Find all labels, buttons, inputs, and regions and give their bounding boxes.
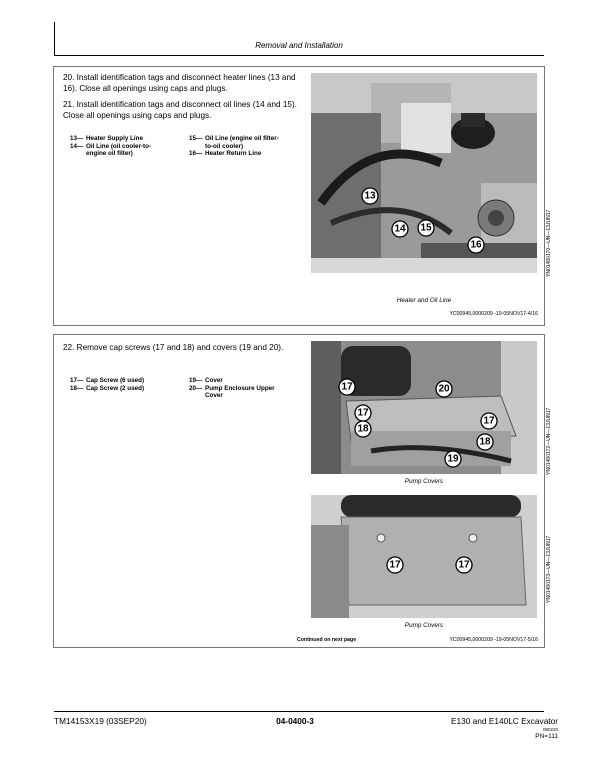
svg-text:17: 17: [357, 407, 369, 419]
svg-text:20: 20: [438, 383, 450, 395]
svg-text:14: 14: [394, 223, 406, 235]
page-section-number: 04-0400-3: [276, 716, 314, 726]
callout-19: [445, 451, 461, 467]
legend-item: 18— Cap Screw (2 used): [70, 384, 145, 392]
callout-18: [355, 421, 371, 437]
legend-item: 16— Heater Return Line: [189, 150, 262, 158]
caption-pump-covers-1: Pump Covers: [404, 478, 444, 485]
svg-text:18: 18: [357, 423, 369, 435]
callout-17: [355, 405, 371, 421]
procedure-box-2: [53, 334, 552, 648]
svg-text:19: 19: [447, 453, 459, 465]
caption-pump-covers-2: Pump Covers: [404, 622, 444, 629]
page-number: PN=111: [535, 733, 558, 740]
manual-code: TM14153X19 (03SEP20): [54, 716, 147, 726]
legend-item: 17— Cap Screw (6 used): [70, 377, 145, 384]
svg-text:17: 17: [341, 381, 353, 393]
callout-18: [477, 434, 493, 450]
image-id-1: YN01480170—UN—13JUN17: [546, 209, 552, 277]
callouts-2a: [311, 341, 537, 474]
step-20: 20. Install identification tags and disconnect heater lines (13 and 16). Close all openings using caps and plugs.: [63, 73, 296, 93]
callout-15: [418, 220, 434, 236]
footer-small-code: 090220: [542, 727, 558, 732]
svg-text:17: 17: [389, 559, 401, 571]
svg-text:13: 13: [364, 190, 376, 202]
callouts-2b: [311, 495, 537, 618]
svg-text:15: 15: [420, 222, 432, 234]
image-id-3: YN01480173—UN—13JUN17: [546, 535, 552, 603]
svg-text:17: 17: [458, 559, 470, 571]
legend-2: [70, 377, 300, 400]
svg-text:16: 16: [470, 239, 482, 251]
legend-item: 14— Oil Line (oil cooler-to-engine oil filter): [70, 142, 152, 158]
legend-item: 19— Cover: [189, 377, 223, 384]
callout-17: [387, 557, 403, 573]
reference-code-1: YC00945,0000209 -19-05NOV17-4/16: [449, 311, 538, 317]
engine-photo: [311, 73, 537, 273]
svg-text:18: 18: [479, 436, 491, 448]
step-22: 22. Remove cap screws (17 and 18) and covers (19 and 20).: [63, 343, 284, 352]
callout-14: [392, 221, 408, 237]
legend-1: [70, 135, 300, 158]
legend-item: 20— Pump Enclosure Upper Cover: [189, 384, 275, 400]
reference-code-2: YC00945,0000209 -19-05NOV17-5/16: [449, 637, 538, 643]
legend-item: 15— Oil Line (engine oil filter-to-oil cooler): [189, 135, 279, 150]
procedure-box-1: [53, 66, 552, 326]
callout-16: [468, 237, 484, 253]
step-21: 21. Install identification tags and disconnect oil lines (14 and 15). Close all openings using caps and plugs.: [63, 100, 297, 120]
callouts-1: [311, 73, 537, 273]
callout-17: [481, 413, 497, 429]
caption-heater-oil-line: Heater and Oil Line: [396, 297, 452, 304]
section-title: Removal and Installation: [255, 41, 343, 50]
callout-13: [362, 188, 378, 204]
pump-covers-photo-1: [311, 341, 537, 474]
callout-17: [456, 557, 472, 573]
svg-text:17: 17: [483, 415, 495, 427]
image-id-2: YN01480172—UN—13JUN17: [546, 407, 552, 475]
model-name: E130 and E140LC Excavator: [450, 716, 558, 726]
pump-covers-photo-2: [311, 495, 537, 618]
callout-17: [339, 379, 355, 395]
continued-note: Continued on next page: [297, 637, 357, 643]
callout-20: [436, 381, 452, 397]
header-rule: [54, 55, 544, 56]
footer-rule: [54, 711, 544, 712]
header-left-rule: [54, 22, 55, 56]
legend-item: 13— Heater Supply Line: [70, 135, 144, 142]
